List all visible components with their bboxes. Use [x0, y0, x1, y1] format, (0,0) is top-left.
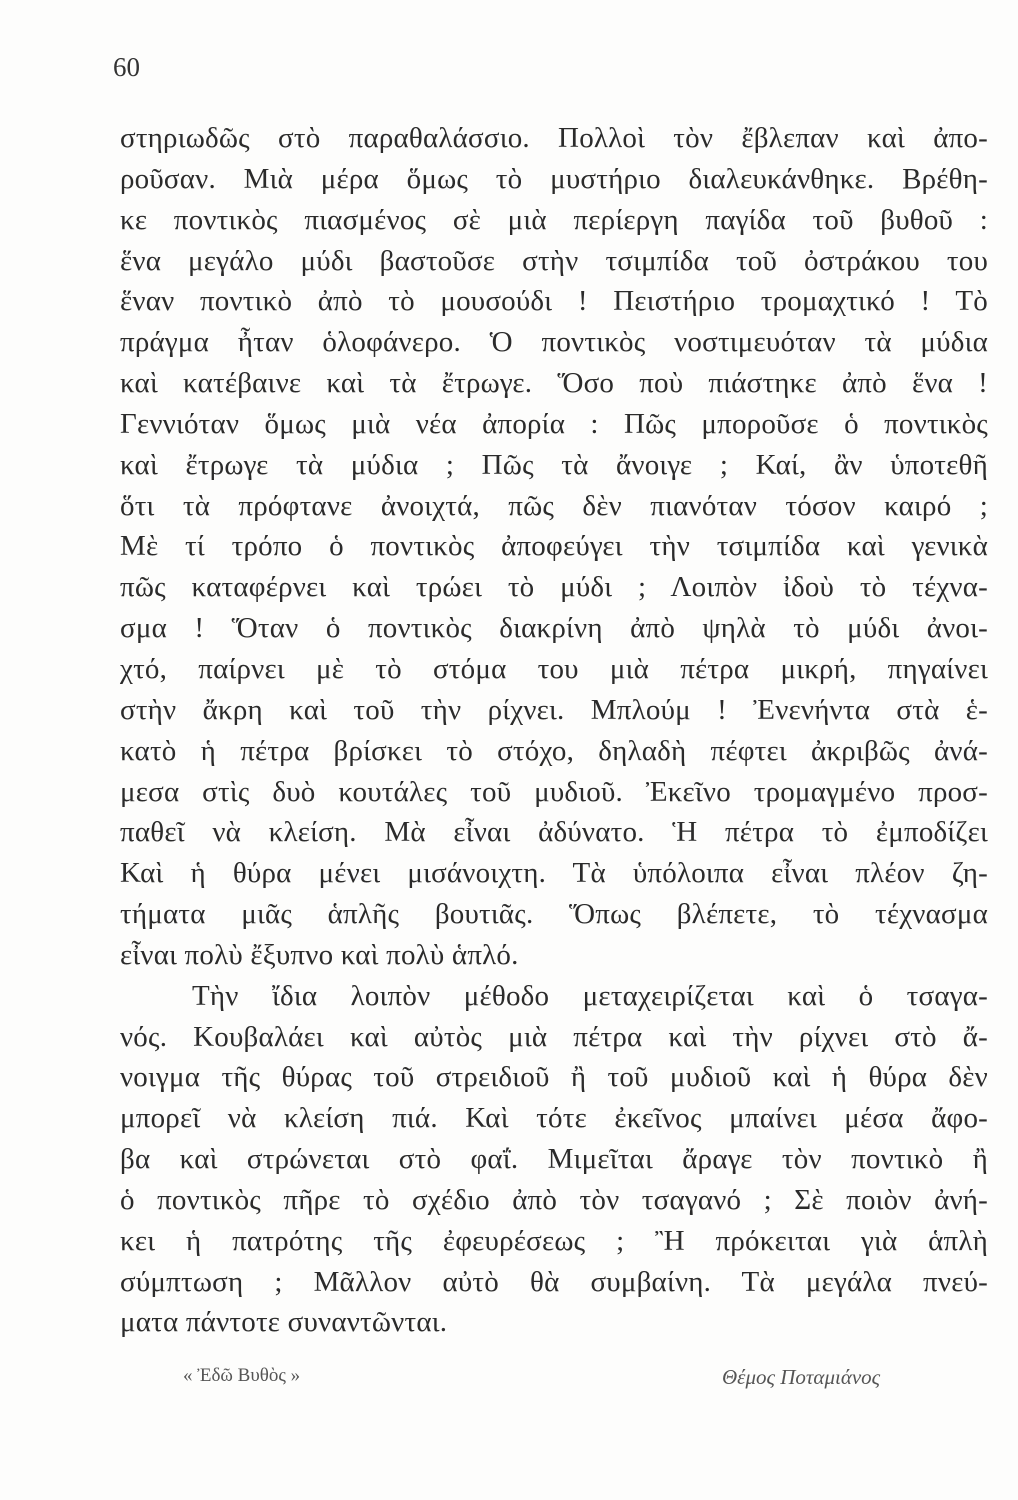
- text-line: σύμπτωση ; Μᾶλλον αὐτὸ θὰ συμβαίνη. Τὰ μεγάλα πνεύ-: [120, 1265, 988, 1298]
- page-number: 60: [113, 52, 140, 82]
- text-line: πράγμα ἦταν ὁλοφάνερο. Ὁ ποντικὸς νοστιμευόταν τὰ μύδια: [120, 326, 988, 359]
- text-line: Γεννιόταν ὅμως μιὰ νέα ἀπορία : Πῶς μποροῦσε ὁ ποντικὸς: [120, 407, 988, 440]
- text-line: μπορεῖ νὰ κλείση πιά. Καὶ τότε ἐκεῖνος μπαίνει μέσα ἄφο-: [120, 1102, 988, 1135]
- text-line: εἶναι πολὺ ἔξυπνο καὶ πολὺ ἁπλό.: [120, 938, 519, 971]
- text-line: ἕναν ποντικὸ ἀπὸ τὸ μουσούδι ! Πειστήριο τρομαχτικό ! Τὸ: [120, 285, 988, 318]
- text-line: νοιγμα τῆς θύρας τοῦ στρειδιοῦ ἢ τοῦ μυδιοῦ καὶ ἡ θύρα δὲν: [120, 1061, 988, 1094]
- author-signature: Θέμος Ποταμιάνος: [722, 1365, 881, 1389]
- text-line: ὅτι τὰ πρόφτανε ἀνοιχτά, πῶς δὲν πιανόταν τόσον καιρό ;: [120, 489, 988, 522]
- text-line: ροῦσαν. Μιὰ μέρα ὅμως τὸ μυστήριο διαλευκάνθηκε. Βρέθη-: [120, 162, 988, 195]
- text-line: χτό, παίρνει μὲ τὸ στόμα του μιὰ πέτρα μικρή, πηγαίνει: [120, 652, 988, 685]
- text-line: τήματα μιᾶς ἁπλῆς βουτιᾶς. Ὅπως βλέπετε, τὸ τέχνασμα: [120, 898, 988, 931]
- paragraph-container: [120, 118, 988, 1343]
- text-line: Τὴν ἴδια λοιπὸν μέθοδο μεταχειρίζεται καὶ ὁ τσαγα-: [192, 979, 988, 1012]
- text-line: κατὸ ἡ πέτρα βρίσκει τὸ στόχο, δηλαδὴ πέφτει ἀκριβῶς ἀνά-: [120, 734, 988, 767]
- text-line: ὁ ποντικὸς πῆρε τὸ σχέδιο ἀπὸ τὸν τσαγανό ; Σὲ ποιὸν ἀνή-: [120, 1183, 988, 1216]
- text-line: καὶ κατέβαινε καὶ τὰ ἔτρωγε. Ὅσο ποὺ πιάστηκε ἀπὸ ἕνα !: [120, 367, 988, 400]
- article-footer: [0, 1365, 1018, 1405]
- text-line: στηριωδῶς στὸ παραθαλάσσιο. Πολλοὶ τὸν ἔβλεπαν καὶ ἀπο-: [120, 122, 988, 154]
- paragraph: [120, 118, 988, 976]
- text-line: κε ποντικὸς πιασμένος σὲ μιὰ περίεργη παγίδα τοῦ βυθοῦ :: [120, 203, 988, 236]
- text-line: στὴν ἄκρη καὶ τοῦ τὴν ρίχνει. Μπλούμ ! Ἐνενήντα στὰ ἑ-: [120, 693, 988, 726]
- text-line: ἕνα μεγάλο μύδι βαστοῦσε στὴν τσιμπίδα τοῦ ὀστράκου του: [120, 244, 988, 277]
- source-citation: « Ἐδῶ Βυθὸς »: [183, 1365, 301, 1386]
- article-body: [120, 118, 988, 1343]
- paragraph: [120, 976, 988, 1344]
- text-line: κει ἡ πατρότης τῆς ἐφευρέσεως ; Ἢ πρόκειται γιὰ ἁπλὴ: [120, 1224, 988, 1257]
- text-line: πῶς καταφέρνει καὶ τρώει τὸ μύδι ; Λοιπὸν ἰδοὺ τὸ τέχνα-: [120, 571, 988, 604]
- text-line: καὶ ἔτρωγε τὰ μύδια ; Πῶς τὰ ἄνοιγε ; Καί, ἂν ὑποτεθῆ: [120, 448, 988, 481]
- text-line: σμα ! Ὅταν ὁ ποντικὸς διακρίνη ἀπὸ ψηλὰ τὸ μύδι ἀνοι-: [120, 612, 988, 645]
- text-line: βα καὶ στρώνεται στὸ φαΐ. Μιμεῖται ἄραγε τὸν ποντικὸ ἢ: [120, 1143, 988, 1176]
- text-line: μεσα στὶς δυὸ κουτάλες τοῦ μυδιοῦ. Ἐκεῖνο τρομαγμένο προσ-: [120, 775, 988, 808]
- text-line: ματα πάντοτε συναντῶνται.: [120, 1306, 448, 1339]
- text-line: Μὲ τί τρόπο ὁ ποντικὸς ἀποφεύγει τὴν τσιμπίδα καὶ γενικὰ: [120, 530, 988, 563]
- text-line: παθεῖ νὰ κλείση. Μὰ εἶναι ἀδύνατο. Ἡ πέτρα τὸ ἐμποδίζει: [120, 816, 988, 849]
- text-line: Καὶ ἡ θύρα μένει μισάνοιχτη. Τὰ ὑπόλοιπα εἶναι πλέον ζη-: [120, 857, 988, 890]
- text-line: νός. Κουβαλάει καὶ αὐτὸς μιὰ πέτρα καὶ τὴν ρίχνει στὸ ἄ-: [120, 1020, 988, 1053]
